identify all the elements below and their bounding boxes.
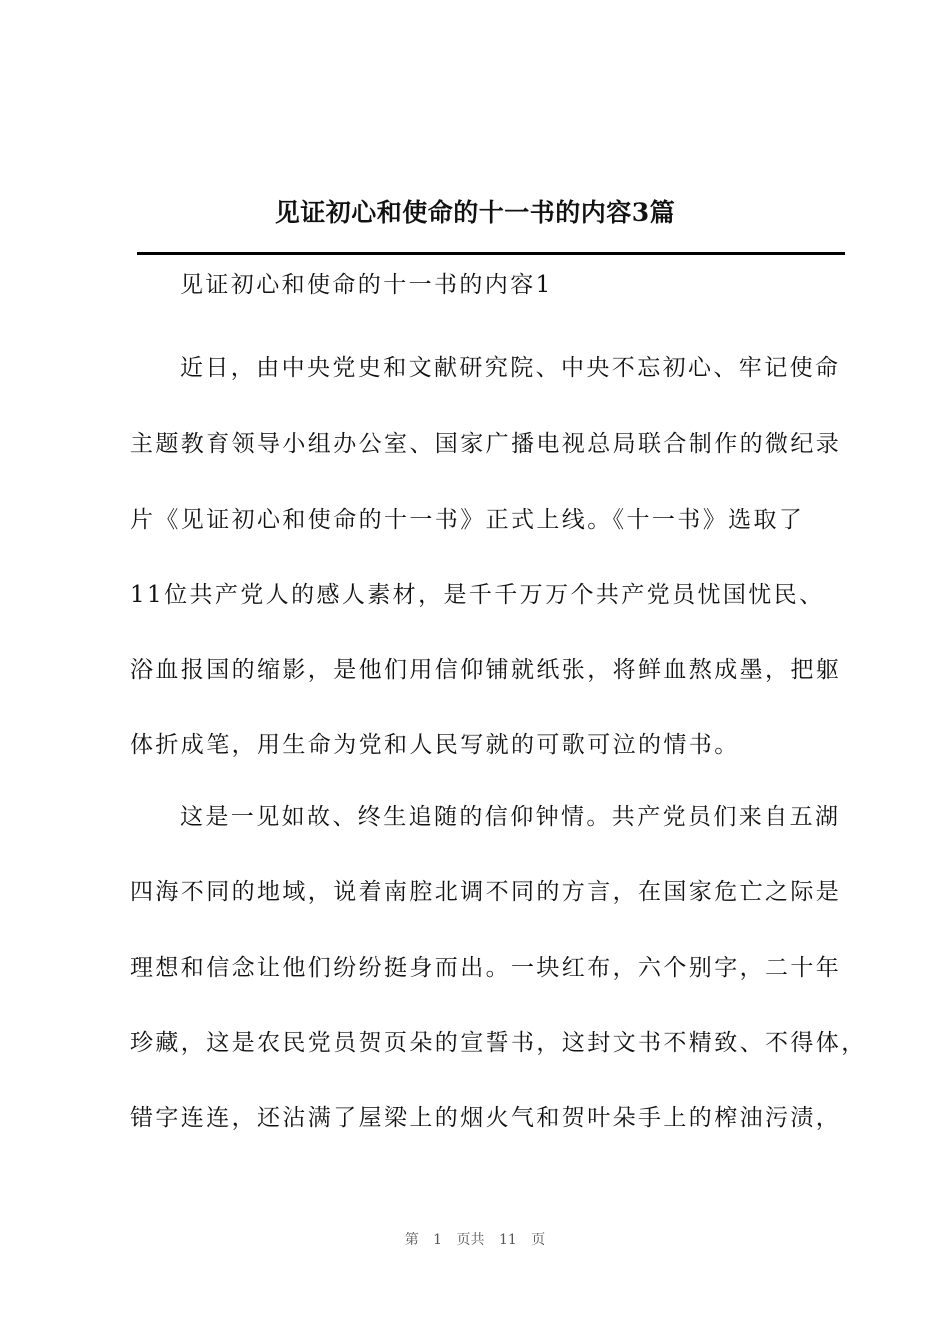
paragraph-line: 错字连连，还沾满了屋梁上的烟火气和贺叶朵手上的榨油污渍， — [130, 1105, 842, 1131]
document-title: 见证初心和使命的十一书的内容3篇 — [274, 198, 676, 227]
section-heading: 见证初心和使命的十一书的内容1 — [180, 272, 553, 298]
paragraph-line: 这是一见如故、终生追随的信仰钟情。共产党员们来自五湖 — [180, 804, 841, 830]
paragraph-line: 浴血报国的缩影，是他们用信仰铺就纸张，将鲜血熬成墨，把躯 — [130, 657, 842, 683]
paragraph-line: 四海不同的地域，说着南腔北调不同的方言，在国家危亡之际是 — [130, 879, 842, 905]
title-divider — [137, 252, 845, 255]
paragraph-line: 片《见证初心和使命的十一书》正式上线。《十一书》选取了 — [130, 507, 805, 533]
paragraph-line: 理想和信念让他们纷纷挺身而出。一块红布，六个别字，二十年 — [130, 955, 842, 981]
paragraph-line: 体折成笔，用生命为党和人民写就的可歌可泣的情书。 — [130, 732, 740, 758]
paragraph-line: 主题教育领导小组办公室、国家广播电视总局联合制作的微纪录 — [130, 431, 842, 457]
page-footer: 第 1 页共 11 页 — [404, 1232, 546, 1248]
paragraph-line: 11位共产党人的感人素材，是千千万万个共产党员忧国忧民、 — [130, 582, 825, 608]
paragraph-line: 珍藏，这是农民党员贺页朵的宣誓书，这封文书不精致、不得体， — [130, 1030, 867, 1056]
paragraph-line: 近日，由中央党史和文献研究院、中央不忘初心、牢记使命 — [180, 355, 841, 381]
